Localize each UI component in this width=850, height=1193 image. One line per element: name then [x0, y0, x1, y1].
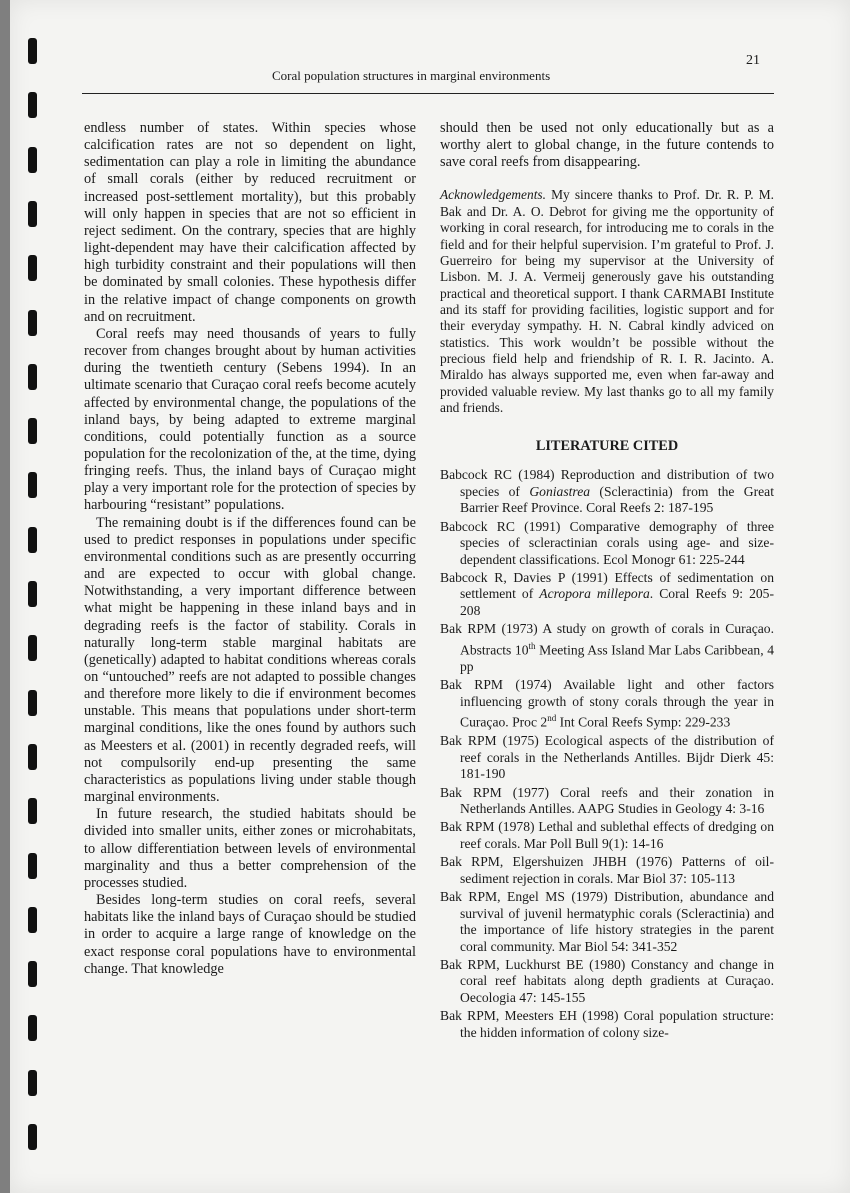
- reference-entry: Bak RPM (1977) Coral reefs and their zonation in Netherlands Antilles. AAPG Studies in Geology 4: 3-16: [440, 784, 774, 816]
- reference-entry: Bak RPM, Elgershuizen JHBH (1976) Patterns of oil-sediment rejection in corals. Mar Biol 37: 105-113: [440, 854, 774, 886]
- continued-paragraph: should then be used not only educationally but as a worthy alert to global change, in the future contends to save coral reefs from disappearing.: [440, 120, 774, 171]
- reference-superscript: th: [528, 640, 536, 651]
- body-paragraph: Coral reefs may need thousands of years to fully recover from changes brought about by human activities during the twentieth century (Sebens 1994). In an ultimate scenario that Curaçao coral reefs become acutely affected by environmental change, the populations of the inland bays, by being adapted to extreme marginal conditions, could potentially function as a source population for the recolonization of the, at the time, dying fringing reefs. Thus, the inland bays of Curaçao might play a very important role for the protection of species by harbouring “resistant” populations.: [84, 325, 416, 514]
- reference-italic: Acropora millepora: [539, 586, 650, 602]
- reference-entry: Bak RPM, Luckhurst BE (1980) Constancy and change in coral reef habitats along depth gradients at Curaçao. Oecologia 47: 145-155: [440, 957, 774, 1005]
- binding-hole: [28, 418, 37, 444]
- body-paragraph: The remaining doubt is if the differences found can be used to predict responses in populations under specific environmental conditions such as are presently occurring and are expected to occur with global change. Notwithstanding, a very important difference between what might be happening in these inland bays and in degrading reefs is the factor of stability. Corals in naturally long-term stable marginal habitats are (genetically) adapted to habitat conditions whereas corals on “untouched” reefs are not adapted to possible changes and therefore more likely to die if environment becomes unstable. This means that populations under short-term marginal conditions, like the ones found by authors such as Meesters et al. (2001) in recently degraded reefs, will not compulsorily end-up presenting the same characteristics as populations living under stable though marginal environments.: [84, 514, 416, 806]
- binding-hole: [28, 201, 37, 227]
- page-sheet: [10, 0, 850, 1193]
- binding-holes: [28, 0, 40, 1193]
- running-title: Coral population structures in marginal environments: [272, 68, 551, 83]
- acknowledgements-label: Acknowledgements.: [440, 187, 546, 203]
- reference-entry: Bak RPM (1978) Lethal and sublethal effects of dredging on reef corals. Mar Poll Bull 9(1): 14-16: [440, 819, 774, 851]
- reference-superscript: nd: [547, 713, 557, 724]
- binding-hole: [28, 853, 37, 879]
- page-number: 21: [746, 53, 760, 68]
- left-column: [84, 120, 416, 978]
- right-column: [440, 120, 774, 1043]
- body-paragraph: endless number of states. Within species whose calcification rates are not so dependent on light, sedimentation can play a role in limiting the abundance of small corals (either by reduced recruitment or increased post-settlement mortality), but this probably will only happen in species that are not so efficient in reject sediment. On the contrary, species that are highly light-dependent may have their calcification affected by high turbidity constraint and their populations will then be dominated by small colonies. These hypothesis differ in the relative impact of change components on growth and on recruitment.: [84, 120, 416, 325]
- binding-hole: [28, 92, 37, 118]
- reference-entry: Bak RPM (1975) Ecological aspects of the distribution of reef corals in the Netherlands Antilles. Bijdr Dierk 45: 181-190: [440, 733, 774, 782]
- binding-hole: [28, 527, 37, 553]
- binding-hole: [28, 581, 37, 607]
- binding-hole: [28, 907, 37, 933]
- reference-entry: Bak RPM (1973) A study on growth of corals in Curaçao. Abstracts 10th Meeting Ass Island Mar Labs Caribbean, 4 pp: [440, 621, 774, 674]
- binding-hole: [28, 961, 37, 987]
- binding-hole: [28, 798, 37, 824]
- binding-hole: [28, 472, 37, 498]
- reference-entry: Bak RPM, Meesters EH (1998) Coral population structure: the hidden information of colony size-: [440, 1008, 774, 1040]
- binding-hole: [28, 744, 37, 770]
- body-paragraph: Besides long-term studies on coral reefs, several habitats like the inland bays of Curaçao should be studied in order to acquire a large range of knowledge on the exact response coral populations have to environmental change. That knowledge: [84, 892, 416, 977]
- binding-hole: [28, 255, 37, 281]
- binding-hole: [28, 310, 37, 336]
- binding-hole: [28, 1015, 37, 1041]
- reference-entry: Babcock RC (1984) Reproduction and distribution of two species of Goniastrea (Scleractinia) from the Great Barrier Reef Province. Coral Reefs 2: 187-195: [440, 467, 774, 516]
- acknowledgements-text: My sincere thanks to Prof. Dr. R. P. M. Bak and Dr. A. O. Debrot for giving me the opportunity of working in coral research, for introducing me to corals in the field and for their helpful supervision. I’m grateful to Prof. J. Guerreiro for being my supervisor at the University of Lisbon. M. J. A. Vermeij generously gave his outstanding practical and theoretical support. I thank CARMABI Institute and its staff for providing facilities, logistic support and for their everyday sympathy. H. N. Cabral kindly adviced on statistics. This work wouldn’t be possible without the precious field help and friendship of R. I. R. Jacinto. A. Miraldo has always supported me, even when far-away and provided valuable review. My last thanks go to all my family and friends.: [440, 187, 774, 415]
- binding-hole: [28, 38, 37, 64]
- literature-cited-heading: LITERATURE CITED: [535, 438, 679, 455]
- acknowledgements: [440, 187, 774, 416]
- binding-hole: [28, 1124, 37, 1150]
- binding-hole: [28, 364, 37, 390]
- reference-italic: Goniastrea: [529, 483, 591, 499]
- reference-entry: Bak RPM, Engel MS (1979) Distribution, abundance and survival of juvenil hermatyphic corals (Scleractinia) and the importance of life history strategies in the parent coral community. Mar Biol 54: 341-352: [440, 889, 774, 954]
- binding-hole: [28, 690, 37, 716]
- header-rule: [82, 93, 774, 94]
- binding-hole: [28, 1070, 37, 1096]
- binding-hole: [28, 147, 37, 173]
- body-paragraph: In future research, the studied habitats should be divided into smaller units, either zones or microhabitats, to allow differentiation between levels of environmental marginality and thus a better comprehension of the processes studied.: [84, 806, 416, 891]
- binding-hole: [28, 635, 37, 661]
- reference-list: [440, 467, 774, 1041]
- reference-entry: Babcock R, Davies P (1991) Effects of sedimentation on settlement of Acropora millepora. Coral Reefs 9: 205-208: [440, 570, 774, 618]
- reference-entry: Babcock RC (1991) Comparative demography of three species of scleractinian corals using age- and size-dependent classifications. Ecol Monogr 61: 225-244: [440, 518, 774, 567]
- reference-entry: Bak RPM (1974) Available light and other factors influencing growth of stony corals through the year in Curaçao. Proc 2nd Int Coral Reefs Symp: 229-233: [440, 677, 774, 730]
